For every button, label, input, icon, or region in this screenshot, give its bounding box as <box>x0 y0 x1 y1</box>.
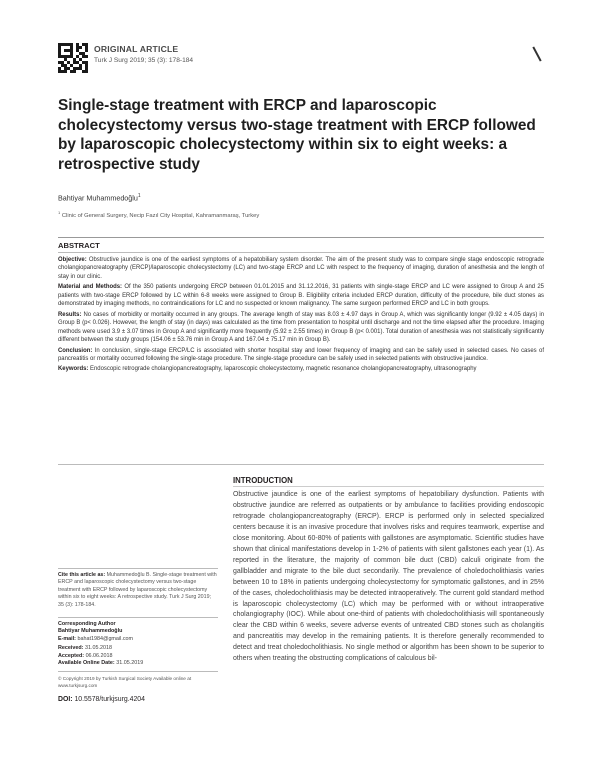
article-dates <box>58 645 218 668</box>
online-label: Available Online Date: <box>58 660 115 667</box>
citation <box>58 572 218 609</box>
keywords-text: Endoscopic retrograde cholangiopancreatography, laparoscopic cholecystectomy, magnetic resonance cholangiopancreatography, ultrasonography <box>90 366 477 373</box>
abstract-methods <box>58 283 544 308</box>
abstract-results <box>58 311 544 345</box>
author-line <box>58 193 141 202</box>
abstract-objective <box>58 256 544 281</box>
objective-label: Objective: <box>58 257 87 263</box>
journal-reference: Turk J Surg 2019; 35 (3): 178-184 <box>94 57 194 64</box>
keywords-label: Keywords: <box>58 366 89 373</box>
results-text: No cases of morbidity or mortality occurred in any groups. The average length of stay was 8.03 ± 4.97 days in Group A, which was significantly longer (9.92 ± 4.05 days) in Group B (p< 0.026). However, the length of stay (in days) was calculated as the time from presentation to hospital until discharge and not the time elapsed after the procedure. Imaging methods were used 3.9 ± 3.07 times in Group A and significantly more frequently (5.92 ± 2.55 times) in Group B (p< 0.001). Total duration of anesthesia was not statistically significantly different between the study groups (154.06 ± 53.76 min in Group A and 167.04 ± 75.17 min in Group B). <box>58 311 544 344</box>
introduction-text: Obstructive jaundice is one of the earliest symptoms of hepatobiliary dysfunction. Patients with obstructive jaundice are referred as outpatients or by ambulance to facilities providing endoscopic retrograde cholangiopancreatography (ERCP). ERCP is performed only in selected specialized centers because it is an invasive procedure that involves risks and requires teamwork, expertise and close monitoring. About 60-80% of patients with gallstones are asymptomatic. Scientific studies have shown that clinical manifestations develop in 1-2% of patients with silent gallstones each year (1). As reported in the literature, the majority of common bile duct (CBD) calculi originate from the gallbladder and migrate to the bile duct secondarily. The prevalence of choledocholithiasis varies between 10 to 18% in patients undergoing cholecystectomy for symptomatic gallstones, and in 25% of the cases, choledocholithiasis may be detected intraoperatively. The current gold standard method is laparoscopic cholecystectomy (LC) which may be performed with or without intraoperative cholangiography (IOC). While about one-third of patients with choledocholithiasis will spontaneously clear the CBD within 6 weeks, severe adverse events of untreated CBD stones such as cholangitis and pancreatitis may develop in the remaining patients. It is therefore generally recommended to detect and treat choledocholithiasis. No single method or algorithm has been shown to be superior to others when treating the obstructing complications of calculous bil- <box>233 491 544 663</box>
qr-code <box>58 43 88 73</box>
divider <box>233 486 544 487</box>
qr-module <box>85 70 88 73</box>
citation-text: Muhammedoğlu B. Single-stage treatment with ERCP and laparoscopic cholecystectomy versus two-stage treatment with ERCP followed by laparoscopic cholecystectomy within six to eight weeks: A retrospective study. Turk J Surg 2019; 35 (3): 178-184. <box>58 572 217 608</box>
doi <box>58 696 218 703</box>
affiliation-text: Clinic of General Surgery, Necip Fazıl City Hospital, Kahramanmaraş, Turkey <box>61 212 260 219</box>
introduction-heading: INTRODUCTION <box>233 476 293 485</box>
conclusion-text: In conclusion, single-stage ERCP/LC is associated with shorter hospital stay and lower frequency of imaging and can be safely used in selected cases. No cases of pancreatitis or mortality occurred following the single-stage procedure. The single-stage procedure can be safely used in selected patients with obstructive jaundice. <box>58 347 544 362</box>
abstract-body <box>58 256 544 376</box>
affiliation-sup: 1 <box>58 210 61 215</box>
divider <box>58 252 544 253</box>
objective-text: Obstructive jaundice is one of the earliest symptoms of a hepatobiliary system disorder. The aim of the present study was to compare single stage endoscopic retrograde cholangiopancreatography (ERCP)/laparoscopic cholecystectomy (LC) and two-stage ERCP and LC with respect to the frequency of imaging, duration of anesthesia and the length of stay in our clinic. <box>58 257 544 280</box>
author-name: Bahtiyar Muhammedoğlu <box>58 193 138 203</box>
corresponding-author <box>58 617 218 643</box>
doi-label: DOI: <box>58 696 73 704</box>
corresponding-name: Bahtiyar Muhammedoğlu <box>58 628 123 635</box>
accepted-date: 06.06.2018 <box>85 652 113 659</box>
affiliation <box>58 210 259 219</box>
online-date: 31.05.2019 <box>116 660 144 667</box>
methods-text: Of the 350 patients undergoing ERCP between 01.01.2015 and 31.12.2016, 31 patients with single-stage ERCP and LC were assigned to Group A and 25 patients with two-stage ERCP followed by LC within 6-8 weeks were assigned to Group B. Eligibility criteria included ERCP duration, difficulty of the procedure, bile duct stones as demonstrated by imaging methods, no contraindications for LC and no suspected or known malignancy. The same surgeon performed ERCP and LC in both groups. <box>58 284 544 308</box>
article-sidebar <box>58 568 218 703</box>
article-title: Single-stage treatment with ERCP and laparoscopic cholecystectomy versus two-stage treatment with ERCP followed by laparoscopic cholecystectomy within six to eight weeks: a retrospective study <box>58 97 536 173</box>
received-label: Received: <box>58 645 84 652</box>
results-label: Results: <box>58 311 82 318</box>
divider <box>58 671 218 672</box>
copyright-notice: © Copyright 2019 by Turkish Surgical Society Available online at www.turkjsurg.com <box>58 676 192 688</box>
divider <box>58 617 218 618</box>
received-date: 31.05.2018 <box>84 645 112 652</box>
email-link[interactable]: bahat1984@gmail.com <box>77 635 134 642</box>
article-type: ORIGINAL ARTICLE <box>94 44 179 54</box>
abstract-keywords <box>58 365 544 373</box>
accepted-label: Accepted: <box>58 652 85 659</box>
corner-mark <box>532 46 541 61</box>
corresponding-heading: Corresponding Author <box>58 621 116 628</box>
doi-link[interactable]: 10.5578/turkjsurg.4204 <box>74 696 145 704</box>
methods-label: Material and Methods: <box>58 284 123 291</box>
article-header <box>94 44 193 64</box>
abstract-conclusion <box>58 347 544 364</box>
abstract-heading: ABSTRACT <box>58 241 100 250</box>
conclusion-label: Conclusion: <box>58 347 93 354</box>
divider <box>58 568 218 569</box>
email-label: E-mail: <box>58 635 76 642</box>
divider <box>58 464 544 465</box>
citation-label: Cite this article as: <box>58 572 106 578</box>
divider <box>58 237 544 238</box>
author-sup: 1 <box>137 193 141 199</box>
